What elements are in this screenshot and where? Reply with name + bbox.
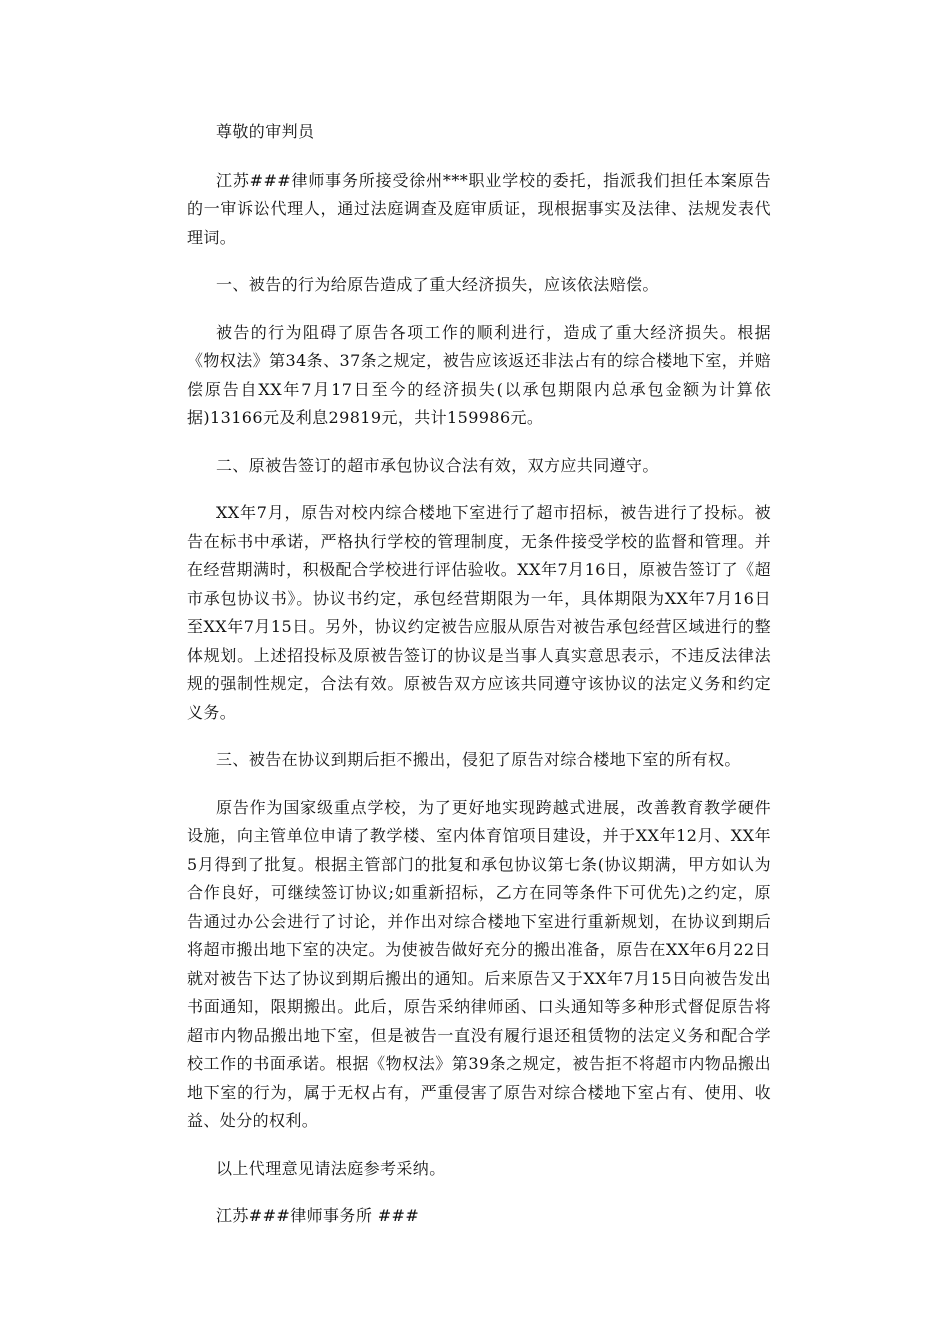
- closing-statement: 以上代理意见请法庭参考采纳。: [216, 1158, 446, 1178]
- signature: 江苏###律师事务所 ###: [216, 1206, 420, 1225]
- section-heading-1: 一、被告的行为给原告造成了重大经济损失，应该依法赔偿。: [216, 275, 659, 294]
- section-heading-2: 二、原被告签订的超市承包协议合法有效，双方应共同遵守。: [216, 455, 659, 475]
- section-body-1: 被告的行为阻碍了原告各项工作的顺利进行，造成了重大经济损失。根据《物权法》第34条、37条之规定，被告应该返还非法占有的综合楼地下室，并赔偿原告自XX年7月17日至今的经济损失(以承包期限内总承包金额为计算依据)13166元及利息29819元，共计159986元。: [187, 322, 771, 427]
- document-body: [187, 118, 771, 1231]
- intro-paragraph: 江苏###律师事务所接受徐州***职业学校的委托，指派我们担任本案原告的一审诉讼代理人，通过法庭调查及庭审质证，现根据事实及法律、法规发表代理词。: [187, 170, 771, 247]
- section-heading-3: 三、被告在协议到期后拒不搬出，侵犯了原告对综合楼地下室的所有权。: [216, 750, 741, 769]
- section-body-2: XX年7月，原告对校内综合楼地下室进行了超市招标，被告进行了投标。被告在标书中承诺，严格执行学校的管理制度，无条件接受学校的监督和管理。并在经营期满时，积极配合学校进行评估验收。XX年7月16日，原被告签订了《超市承包协议书》。协议书约定，承包经营期限为一年，具体期限为XX年7月16日至XX年7月15日。另外，协议约定被告应服从原告对被告承包经营区域进行的整体规划。上述招投标及原被告签订的协议是当事人真实意思表示，不违反法律法规的强制性规定，合法有效。原被告双方应该共同遵守该协议的法定义务和约定义务。: [187, 503, 771, 722]
- salutation: 尊敬的审判员: [216, 122, 315, 141]
- section-body-3: 原告作为国家级重点学校，为了更好地实现跨越式进展，改善教育教学硬件设施，向主管单位申请了教学楼、室内体育馆项目建设，并于XX年12月、XX年5月得到了批复。根据主管部门的批复和承包协议第七条(协议期满，甲方如认为合作良好，可继续签订协议;如重新招标，乙方在同等条件下可优先)之约定，原告通过办公会进行了讨论，并作出对综合楼地下室进行重新规划，在协议到期后将超市搬出地下室的决定。为使被告做好充分的搬出准备，原告在XX年6月22日就对被告下达了协议到期后搬出的通知。后来原告又于XX年7月15日向被告发出书面通知，限期搬出。此后，原告采纳律师函、口头通知等多种形式督促原告将超市内物品搬出地下室，但是被告一直没有履行退还租赁物的法定义务和配合学校工作的书面承诺。根据《物权法》第39条之规定，被告拒不将超市内物品搬出地下室的行为，属于无权占有，严重侵害了原告对综合楼地下室占有、使用、收益、处分的权利。: [187, 797, 771, 1130]
